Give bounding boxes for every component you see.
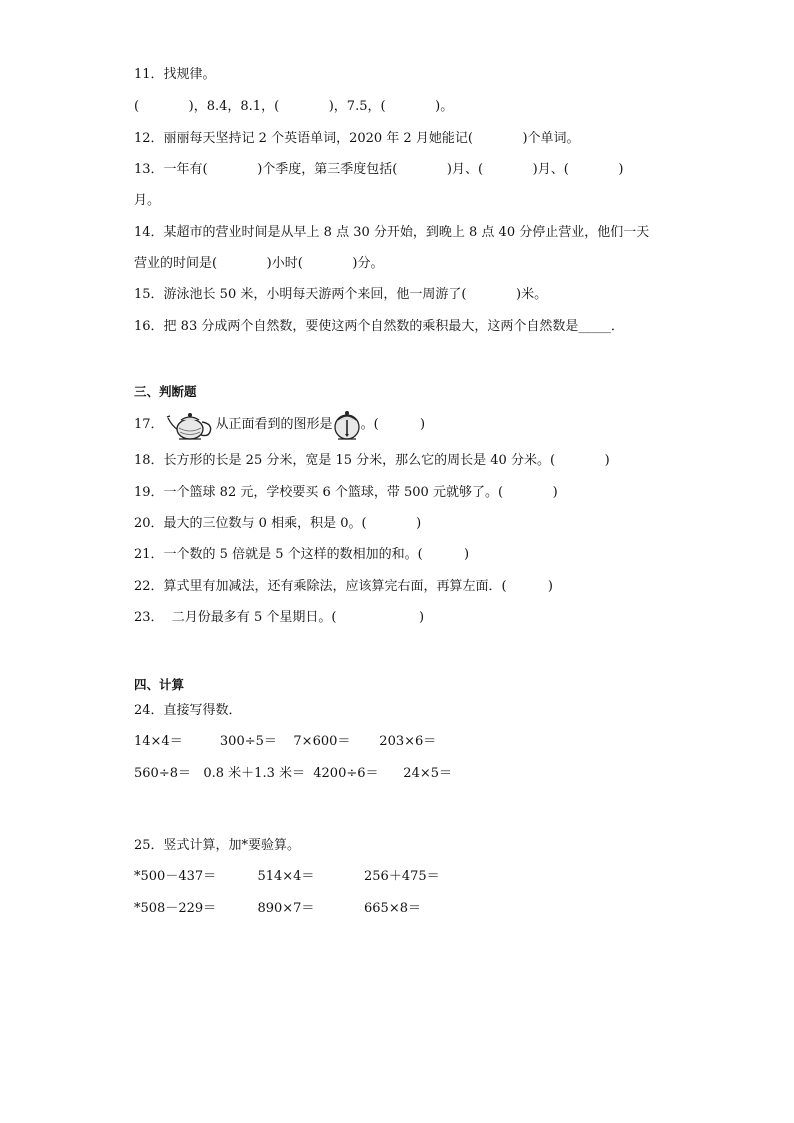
q17-tail: 。( ): [360, 417, 426, 432]
q18: 18．长方形的长是 25 分米，宽是 15 分米，那么它的周长是 40 分米。( ): [134, 453, 610, 468]
q25-row2: *508－229＝ 890×7＝ 665×8＝: [134, 901, 421, 916]
section-judge-title: 三、判断题: [134, 384, 197, 399]
q25-row1: *500－437＝ 514×4＝ 256＋475＝: [134, 869, 440, 884]
q13-line2: 月。: [134, 193, 161, 208]
q13-line1: 13．一年有( )个季度，第三季度包括( )月、( )月、( ): [134, 162, 624, 177]
q21: 21．一个数的 5 倍就是 5 个这样的数相加的和。( ): [134, 547, 470, 562]
q14-line1: 14．某超市的营业时间是从早上 8 点 30 分开始，到晚上 8 点 40 分停止营业，他们一天: [134, 225, 650, 240]
q22: 22．算式里有加减法，还有乘除法，应该算完右面，再算左面．( ): [134, 579, 554, 594]
q24-row1: 14×4＝ 300÷5＝ 7×600＝ 203×6＝: [134, 734, 437, 749]
q23: 23． 二月份最多有 5 个星期日。( ): [134, 610, 425, 625]
q17-text: 从正面看到的图形是: [215, 417, 333, 432]
q11-sequence: ( )，8.4，8.1，( )，7.5，( )。: [134, 99, 454, 114]
q17-number: 17．: [134, 417, 164, 432]
q24-title: 24．直接写得数．: [134, 703, 242, 718]
q19: 19．一个篮球 82 元，学校要买 6 个篮球，带 500 元就够了。( ): [134, 485, 558, 500]
section-calc-title: 四、计算: [134, 677, 185, 692]
q24-row2: 560÷8＝ 0.8 米＋1.3 米＝ 4200÷6＝ 24×5＝: [134, 766, 452, 781]
q12: 12．丽丽每天坚持记 2 个英语单词，2020 年 2 月她能记( )个单词。: [134, 131, 580, 146]
q11-title: 11．找规律。: [134, 67, 216, 82]
q16: 16．把 83 分成两个自然数，要使这两个自然数的乘积最大，这两个自然数是_____．: [134, 319, 624, 334]
q15: 15．游泳池长 50 米，小明每天游两个来回，他一周游了( )米。: [134, 287, 548, 302]
q17: [134, 408, 425, 442]
q14-line2: 营业的时间是( )小时( )分。: [134, 256, 384, 271]
q25-title: 25．竖式计算，加*要验算。: [134, 838, 301, 853]
q20: 20．最大的三位数与 0 相乘，积是 0。( ): [134, 516, 422, 531]
